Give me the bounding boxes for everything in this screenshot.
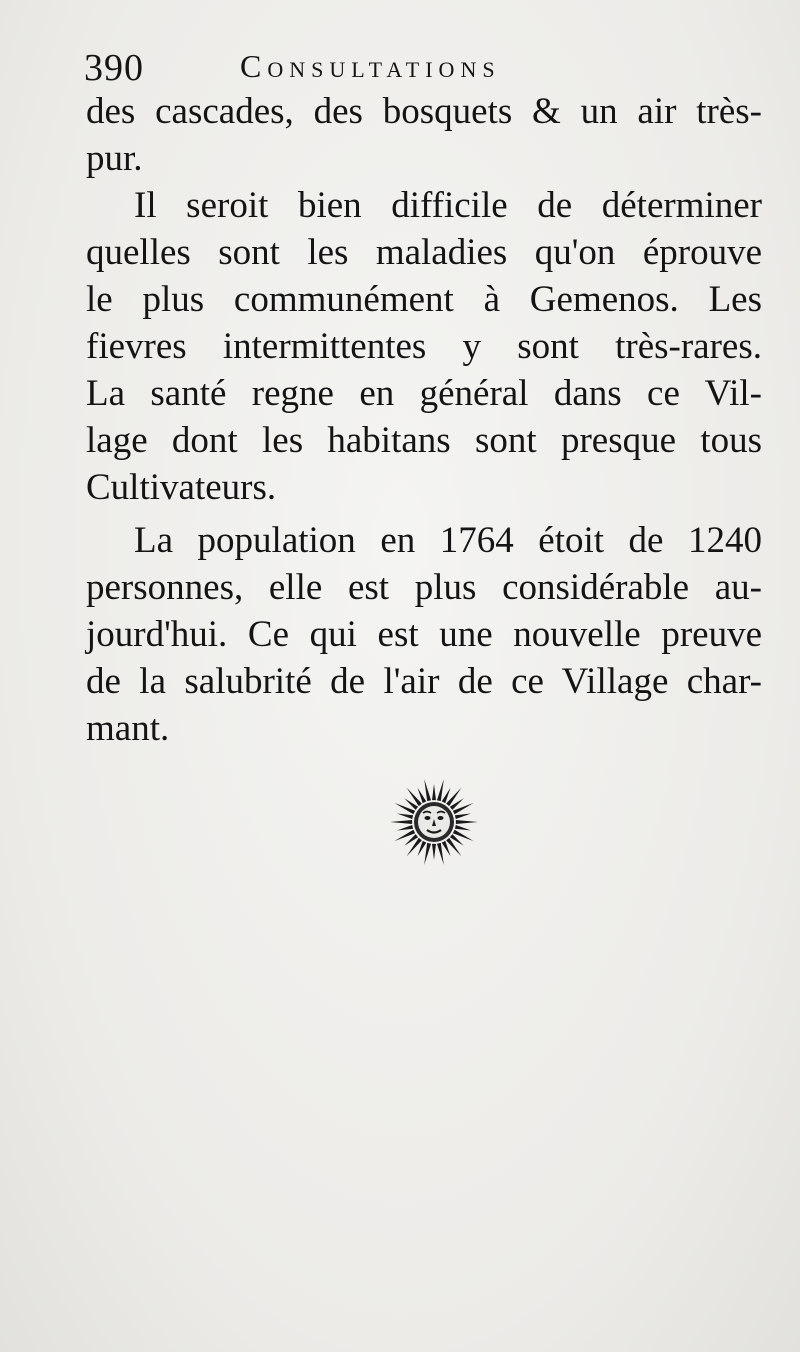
body-text xyxy=(86,88,762,752)
text-line: le plus communément à Gemenos. Les xyxy=(86,279,762,320)
page-number: 390 xyxy=(84,47,144,89)
text-line: jourd'hui. Ce qui est une nouvelle preuve xyxy=(86,614,762,655)
text-line: de la salubrité de l'air de ce Village char- xyxy=(86,661,762,702)
text-line: pur. xyxy=(86,138,143,179)
text-line: Cultivateurs. xyxy=(86,467,277,508)
text-line: La population en 1764 étoit de 1240 xyxy=(134,520,762,561)
text-line: personnes, elle est plus considérable au- xyxy=(86,567,762,608)
text-line: La santé regne en général dans ce Vil- xyxy=(86,373,762,414)
sun-face-ornament-icon xyxy=(388,776,480,868)
running-title: Consultations xyxy=(240,48,501,84)
text-line: Il seroit bien difficile de déterminer xyxy=(134,185,762,226)
text-line: des cascades, des bosquets & un air très- xyxy=(86,91,762,132)
text-line: lage dont les habitans sont presque tous xyxy=(86,420,762,461)
text-line: mant. xyxy=(86,708,170,749)
text-line: quelles sont les maladies qu'on éprouve xyxy=(86,232,762,273)
text-line: fievres intermittentes y sont très-rares. xyxy=(86,326,762,367)
